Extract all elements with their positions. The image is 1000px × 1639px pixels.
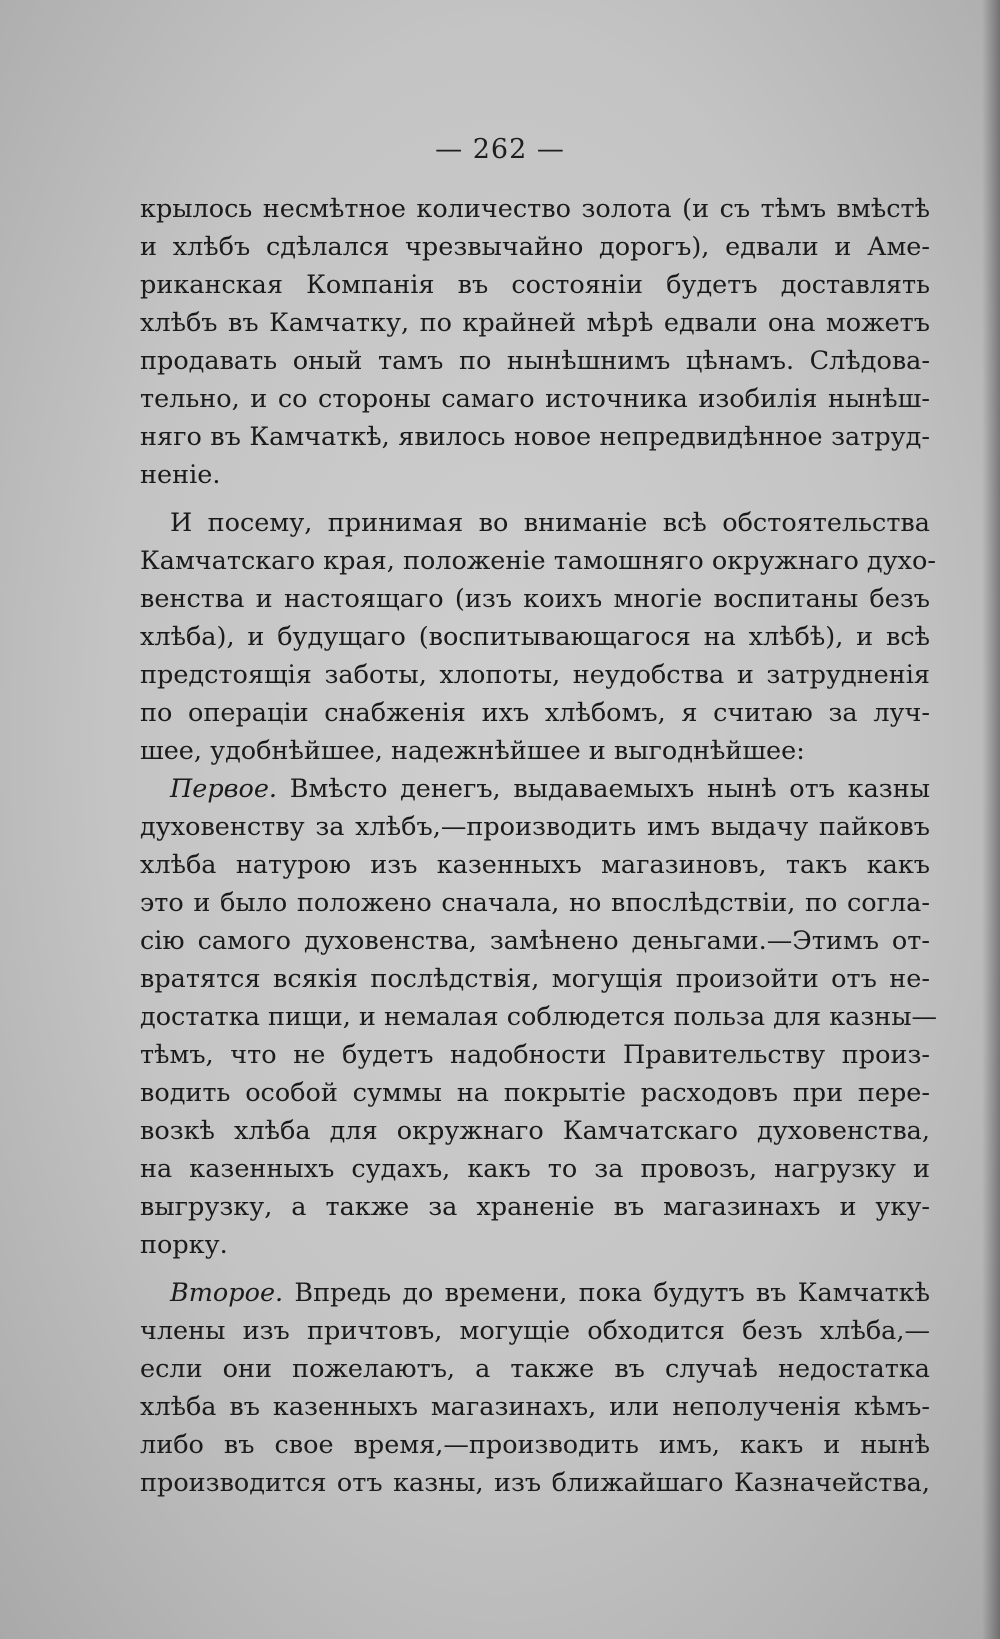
paragraph-4 — [140, 1274, 930, 1502]
paragraph-2 — [140, 504, 936, 770]
text-line: тельно, и со стороны самаго источника изобилія нынѣш- — [140, 384, 930, 414]
text-line: Камчатскаго края, положеніе тамошняго окружнаго духо- — [140, 546, 936, 576]
text-line: производится отъ казны, изъ ближайшаго Казначейства, — [140, 1468, 930, 1498]
text-line — [140, 1274, 930, 1312]
text-line: если они пожелаютъ, а также въ случаѣ недостатка — [140, 1354, 930, 1384]
text-line-content: Впредь до времени, пока будутъ въ Камчаткѣ — [283, 1278, 930, 1308]
text-line-content: И посему, принимая во вниманіе всѣ обстоятельства — [170, 508, 930, 538]
text-line: по операціи снабженія ихъ хлѣбомъ, я считаю за луч- — [140, 698, 930, 728]
text-line: члены изъ причтовъ, могущіе обходится безъ хлѣба,— — [140, 1316, 930, 1346]
section-lead-second: Второе. — [170, 1278, 284, 1308]
text-line: хлѣбъ въ Камчатку, по крайней мѣрѣ едвали она можетъ — [140, 308, 930, 338]
page-number: — 262 — — [435, 134, 565, 165]
text-line: крылось несмѣтное количество золота (и съ тѣмъ вмѣстѣ — [140, 194, 930, 224]
text-line: водить особой суммы на покрытіе расходовъ при пере- — [140, 1078, 930, 1108]
text-line: и хлѣбъ сдѣлался чрезвычайно дорогъ), едвали и Аме- — [140, 232, 930, 262]
text-line-content: Вмѣсто денегъ, выдаваемыхъ нынѣ отъ казны — [277, 774, 930, 804]
text-line: шее, удобнѣйшее, надежнѣйшее и выгоднѣйшее: — [140, 736, 805, 766]
text-line: либо въ свое время,—производить имъ, какъ и нынѣ — [140, 1430, 930, 1460]
text-line: выгрузку, а также за храненіе въ магазинахъ и уку- — [140, 1192, 930, 1222]
text-line: хлѣба натурою изъ казенныхъ магазиновъ, такъ какъ — [140, 850, 930, 880]
text-line: няго въ Камчаткѣ, явилось новое непредвидѣнное затруд- — [140, 422, 930, 452]
text-line: достатка пищи, и немалая соблюдется польза для казны— — [140, 1002, 938, 1032]
text-line: это и было положено сначала, но впослѣдствіи, по согла- — [140, 888, 930, 918]
text-line: на казенныхъ судахъ, какъ то за провозъ, нагрузку и — [140, 1154, 930, 1184]
text-line: продавать оный тамъ по нынѣшнимъ цѣнамъ. Слѣдова- — [140, 346, 930, 376]
text-line: риканская Компанія въ состояніи будетъ доставлять — [140, 270, 930, 300]
text-line: предстоящія заботы, хлопоты, неудобства и затрудненія — [140, 660, 930, 690]
text-line: венства и настоящаго (изъ коихъ многіе воспитаны безъ — [140, 584, 930, 614]
text-line: возкѣ хлѣба для окружнаго Камчатскаго духовенства, — [140, 1116, 930, 1146]
text-line: хлѣба въ казенныхъ магазинахъ, или неполученія кѣмъ- — [140, 1392, 930, 1422]
text-line: духовенству за хлѣбъ,—производить имъ выдачу пайковъ — [140, 812, 930, 842]
text-line: тѣмъ, что не будетъ надобности Правительству произ- — [140, 1040, 930, 1070]
text-line: хлѣба), и будущаго (воспитывающагося на хлѣбѣ), и всѣ — [140, 622, 930, 652]
page-edge-shadow — [982, 0, 1000, 1639]
paragraph-3 — [140, 770, 938, 1264]
paragraph-1 — [140, 190, 930, 494]
text-line: порку. — [140, 1230, 228, 1260]
body-text — [140, 190, 938, 1502]
section-lead-first: Первое. — [170, 774, 278, 804]
text-line: сію самого духовенства, замѣнено деньгами.—Этимъ от- — [140, 926, 930, 956]
text-line: неніе. — [140, 460, 221, 490]
text-line: вратятся всякія послѣдствія, могущія произойти отъ не- — [140, 964, 930, 994]
text-line — [140, 504, 930, 542]
text-line — [140, 770, 930, 808]
